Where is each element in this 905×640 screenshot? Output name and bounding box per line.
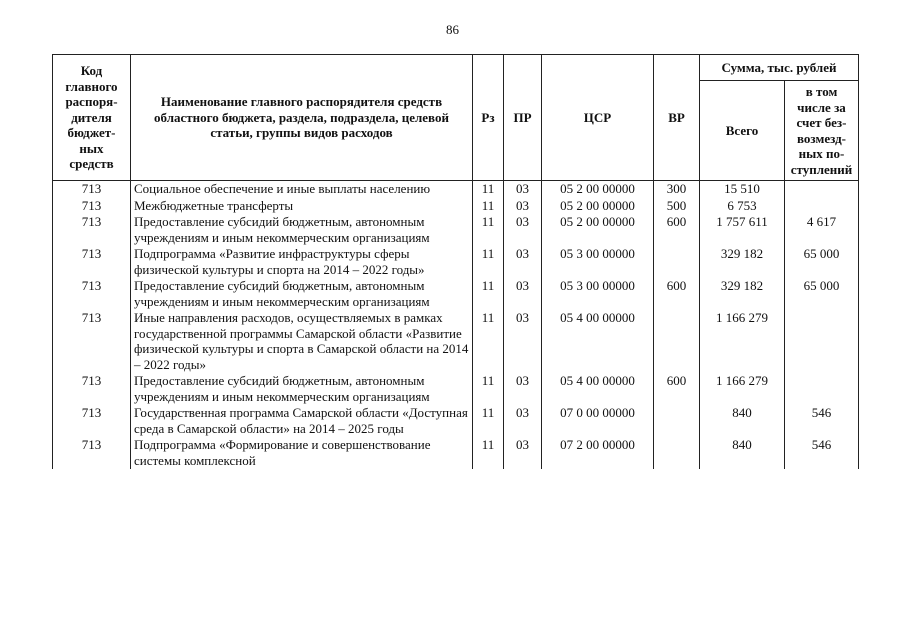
cell-rz: 11: [473, 278, 504, 310]
table-row: [53, 405, 859, 437]
cell-code: 713: [53, 246, 131, 278]
cell-code: 713: [53, 405, 131, 437]
cell-total: 1 166 279: [700, 373, 785, 405]
cell-rz: 11: [473, 310, 504, 373]
cell-pr: 03: [504, 214, 542, 246]
page-number: 86: [446, 22, 459, 37]
cell-code: 713: [53, 278, 131, 310]
cell-total: 6 753: [700, 198, 785, 215]
cell-csr: 07 0 00 00000: [542, 405, 654, 437]
cell-vr: [654, 246, 700, 278]
cell-rz: 11: [473, 181, 504, 198]
cell-total: 329 182: [700, 246, 785, 278]
cell-pr: 03: [504, 181, 542, 198]
table-row: [53, 373, 859, 405]
cell-total: 840: [700, 405, 785, 437]
cell-name: Подпрограмма «Формирование и совершенствование системы комплексной: [131, 437, 473, 469]
table-row: [53, 246, 859, 278]
cell-incl: [785, 181, 859, 198]
table-row: [53, 310, 859, 373]
cell-rz: 11: [473, 214, 504, 246]
cell-csr: 05 4 00 00000: [542, 310, 654, 373]
cell-name: Подпрограмма «Развитие инфраструктуры сферы физической культуры и спорта на 2014 – 2022 годы»: [131, 246, 473, 278]
cell-pr: 03: [504, 246, 542, 278]
cell-rz: 11: [473, 198, 504, 215]
cell-code: 713: [53, 437, 131, 469]
cell-rz: 11: [473, 437, 504, 469]
cell-rz: 11: [473, 405, 504, 437]
cell-total: 840: [700, 437, 785, 469]
cell-code: 713: [53, 310, 131, 373]
cell-pr: 03: [504, 405, 542, 437]
cell-name: Предоставление субсидий бюджетным, автономным учреждениям и иным некоммерческим организациям: [131, 278, 473, 310]
header-csr: ЦСР: [542, 55, 654, 181]
cell-incl: 546: [785, 437, 859, 469]
cell-name: Социальное обеспечение и иные выплаты населению: [131, 181, 473, 198]
cell-csr: 05 2 00 00000: [542, 214, 654, 246]
cell-csr: 07 2 00 00000: [542, 437, 654, 469]
cell-total: 1 757 611: [700, 214, 785, 246]
table-body: [53, 181, 859, 470]
cell-csr: 05 4 00 00000: [542, 373, 654, 405]
cell-incl: 65 000: [785, 246, 859, 278]
cell-vr: [654, 405, 700, 437]
cell-vr: 600: [654, 214, 700, 246]
cell-total: 1 166 279: [700, 310, 785, 373]
cell-pr: 03: [504, 437, 542, 469]
table-row: [53, 214, 859, 246]
cell-vr: [654, 437, 700, 469]
cell-csr: 05 2 00 00000: [542, 198, 654, 215]
cell-vr: 300: [654, 181, 700, 198]
cell-code: 713: [53, 373, 131, 405]
cell-code: 713: [53, 198, 131, 215]
cell-name: Государственная программа Самарской области «Доступная среда в Самарской области» на 2014 – 2025 годы: [131, 405, 473, 437]
cell-total: 329 182: [700, 278, 785, 310]
cell-pr: 03: [504, 198, 542, 215]
cell-rz: 11: [473, 373, 504, 405]
header-code: Код главного распоря-дителя бюджет-ных средств: [53, 55, 131, 181]
header-incl: в том числе за счет без-возмезд-ных по-ступлений: [785, 81, 859, 181]
cell-vr: 600: [654, 373, 700, 405]
cell-name: Межбюджетные трансферты: [131, 198, 473, 215]
cell-rz: 11: [473, 246, 504, 278]
cell-incl: [785, 198, 859, 215]
cell-incl: [785, 310, 859, 373]
table-row: [53, 181, 859, 198]
cell-vr: 600: [654, 278, 700, 310]
cell-pr: 03: [504, 373, 542, 405]
cell-incl: 65 000: [785, 278, 859, 310]
cell-pr: 03: [504, 310, 542, 373]
header-name: Наименование главного распорядителя средств областного бюджета, раздела, подраздела, целевой статьи, группы видов расходов: [131, 55, 473, 181]
cell-name: Предоставление субсидий бюджетным, автономным учреждениям и иным некоммерческим организациям: [131, 214, 473, 246]
cell-code: 713: [53, 214, 131, 246]
cell-incl: 546: [785, 405, 859, 437]
cell-name: Предоставление субсидий бюджетным, автономным учреждениям и иным некоммерческим организациям: [131, 373, 473, 405]
cell-csr: 05 3 00 00000: [542, 278, 654, 310]
cell-pr: 03: [504, 278, 542, 310]
table-row: [53, 278, 859, 310]
cell-csr: 05 2 00 00000: [542, 181, 654, 198]
header-total: Всего: [700, 81, 785, 181]
cell-csr: 05 3 00 00000: [542, 246, 654, 278]
cell-code: 713: [53, 181, 131, 198]
cell-vr: 500: [654, 198, 700, 215]
header-pr: ПР: [504, 55, 542, 181]
cell-vr: [654, 310, 700, 373]
cell-incl: [785, 373, 859, 405]
header-sum-group: Сумма, тыс. рублей: [700, 55, 859, 81]
budget-table: [52, 54, 859, 469]
cell-total: 15 510: [700, 181, 785, 198]
table-row: [53, 437, 859, 469]
table-row: [53, 198, 859, 215]
header-vr: ВР: [654, 55, 700, 181]
header-rz: Рз: [473, 55, 504, 181]
cell-incl: 4 617: [785, 214, 859, 246]
cell-name: Иные направления расходов, осуществляемых в рамках государственной программы Самарской области «Развитие физической культуры и спорта в Самарской области на 2014 – 2022 годы»: [131, 310, 473, 373]
